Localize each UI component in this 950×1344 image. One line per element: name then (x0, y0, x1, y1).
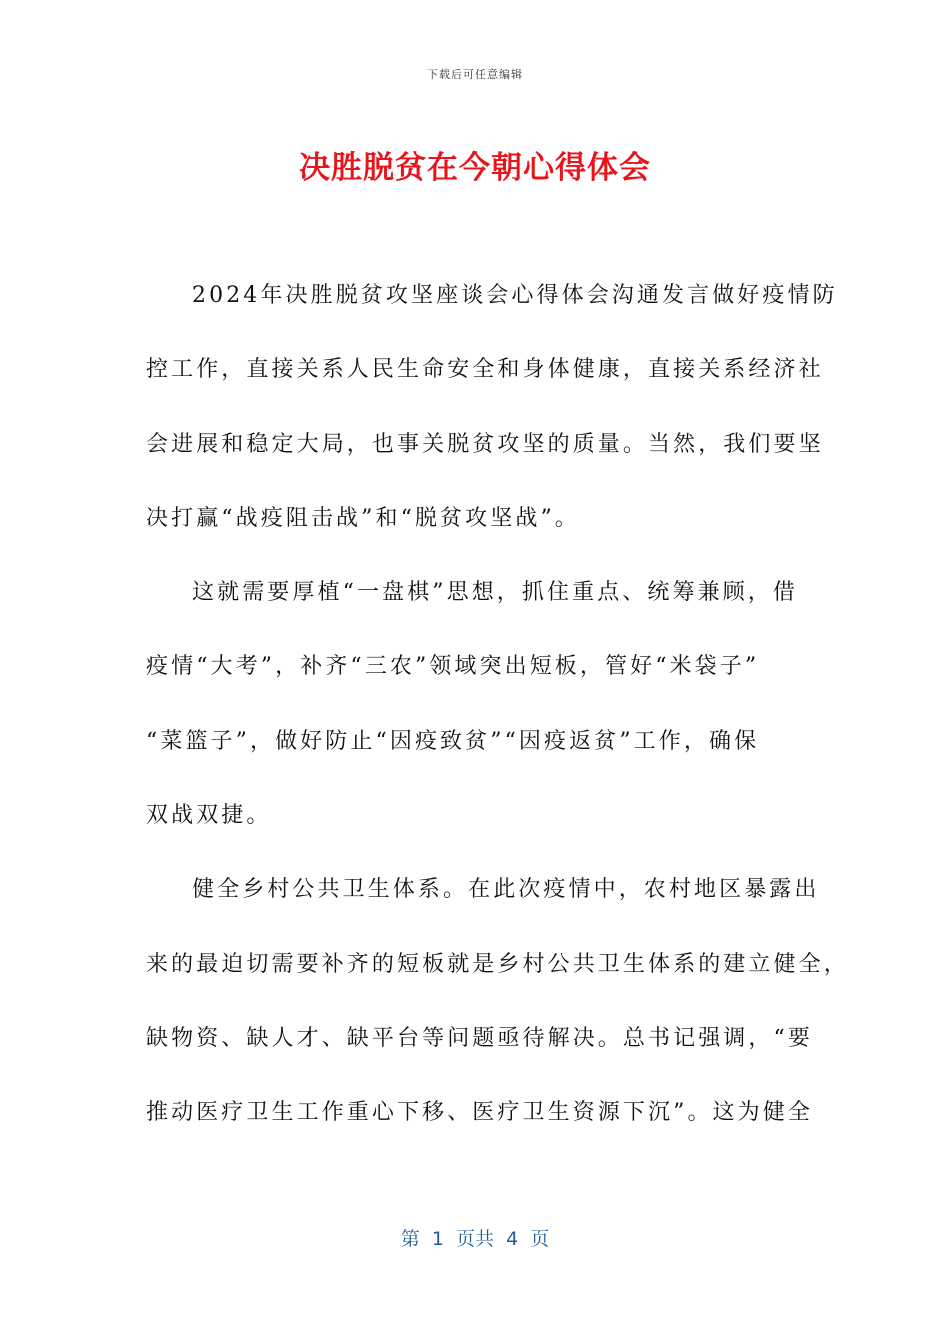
document-title: 决胜脱贫在今朝心得体会 (299, 150, 651, 186)
body-line: 会进展和稳定大局，也事关脱贫攻坚的质量。当然，我们要坚 (146, 431, 824, 457)
body-line: 推动医疗卫生工作重心下移、医疗卫生资源下沉”。这为健全 (146, 1100, 813, 1126)
body-line: 决打赢“战疫阻击战”和“脱贫攻坚战”。 (146, 505, 580, 531)
body-line: 疫情“大考”，补齐“三农”领域突出短板，管好“米袋子” (146, 654, 760, 680)
body-line: “菜篮子”，做好防止“因疫致贫”“因疫返贫”工作，确保 (146, 728, 760, 754)
body-line: 来的最迫切需要补齐的短板就是乡村公共卫生体系的建立健全， (146, 951, 849, 977)
body-line: 双战双捷。 (146, 803, 272, 829)
document-body (146, 264, 849, 1156)
body-line: 这就需要厚植“一盘棋”思想，抓住重点、统筹兼顾，借 (192, 580, 798, 606)
page-footer: 第 1 页共 4 页 (400, 1228, 550, 1250)
body-line: 缺物资、缺人才、缺平台等问题亟待解决。总书记强调，“要 (146, 1025, 813, 1051)
page-header-note: 下载后可任意编辑 (427, 68, 523, 81)
body-line: 2024年决胜脱贫攻坚座谈会心得体会沟通发言做好疫情防 (192, 283, 838, 308)
body-line: 健全乡村公共卫生体系。在此次疫情中，农村地区暴露出 (192, 877, 820, 903)
body-line: 控工作，直接关系人民生命安全和身体健康，直接关系经济社 (146, 357, 824, 383)
